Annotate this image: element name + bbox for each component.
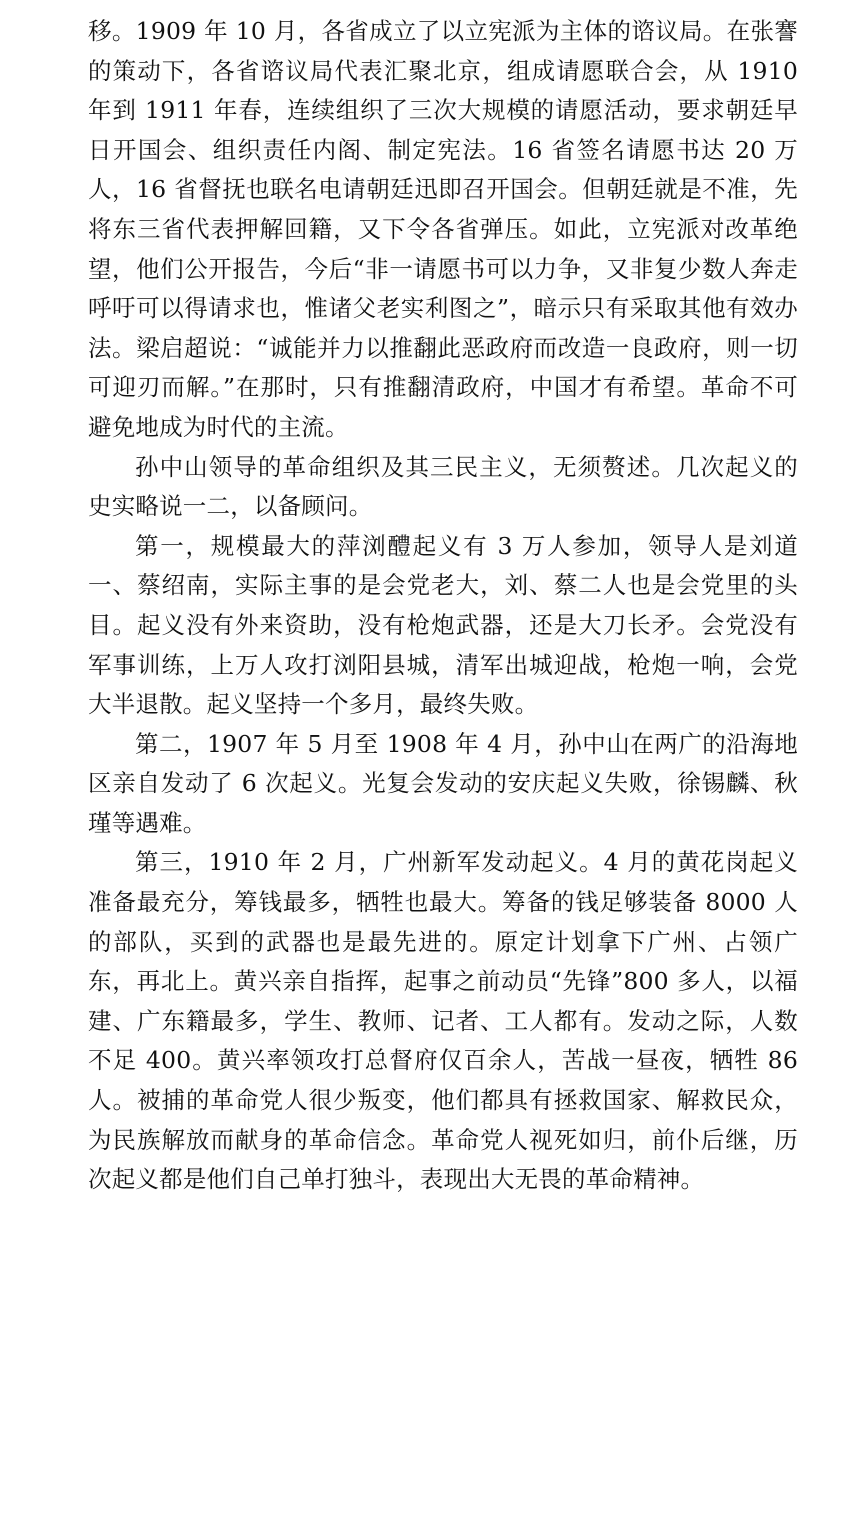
paragraph-3: 第一，规模最大的萍浏醴起义有 3 万人参加，领导人是刘道一、蔡绍南，实际主事的是会党老大，刘、蔡二人也是会党里的头目。起义没有外来资助，没有枪炮武器，还是大刀长矛。会党没有军事训练，上万人攻打浏阳县城，清军出城迎战，枪炮一响，会党大半退散。起义坚持一个多月，最终失败。 — [88, 531, 798, 719]
paragraph-4: 第二，1907 年 5 月至 1908 年 4 月，孙中山在两广的沿海地区亲自发动了 6 次起义。光复会发动的安庆起义失败，徐锡麟、秋瑾等遇难。 — [88, 729, 798, 837]
document-page — [88, 12, 798, 1200]
paragraph-5: 第三，1910 年 2 月，广州新军发动起义。4 月的黄花岗起义准备最充分，筹钱最多，牺牲也最大。筹备的钱足够装备 8000 人的部队，买到的武器也是最先进的。原定计划拿下广州、占领广东，再北上。黄兴亲自指挥，起事之前动员“先锋”800 多人，以福建、广东籍最多，学生、教师、记者、工人都有。发动之际，人数不足 400。黄兴率领攻打总督府仅百余人，苦战一昼夜，牺牲 86 人。被捕的革命党人很少叛变，他们都具有拯救国家、解救民众，为民族解放而献身的革命信念。革命党人视死如归，前仆后继，历次起义都是他们自己单打独斗，表现出大无畏的革命精神。 — [88, 848, 798, 1194]
paragraph-2: 孙中山领导的革命组织及其三民主义，无须赘述。几次起义的史实略说一二，以备顾问。 — [88, 452, 798, 521]
paragraph-1: 移。1909 年 10 月，各省成立了以立宪派为主体的谘议局。在张謇的策动下，各省谘议局代表汇聚北京，组成请愿联合会，从 1910 年到 1911 年春，连续组织了三次大规模的请愿活动，要求朝廷早日开国会、组织责任内阁、制定宪法。16 省签名请愿书达 20 万人，16 省督抚也联名电请朝廷迅即召开国会。但朝廷就是不准，先将东三省代表押解回籍，又下令各省弹压。如此，立宪派对改革绝望，他们公开报告，今后“非一请愿书可以力争，又非复少数人奔走呼吁可以得请求也，惟诸父老实利图之”，暗示只有采取其他有效办法。梁启超说：“诚能并力以推翻此恶政府而改造一良政府，则一切可迎刃而解。”在那时，只有推翻清政府，中国才有希望。革命不可避免地成为时代的主流。 — [88, 17, 798, 441]
